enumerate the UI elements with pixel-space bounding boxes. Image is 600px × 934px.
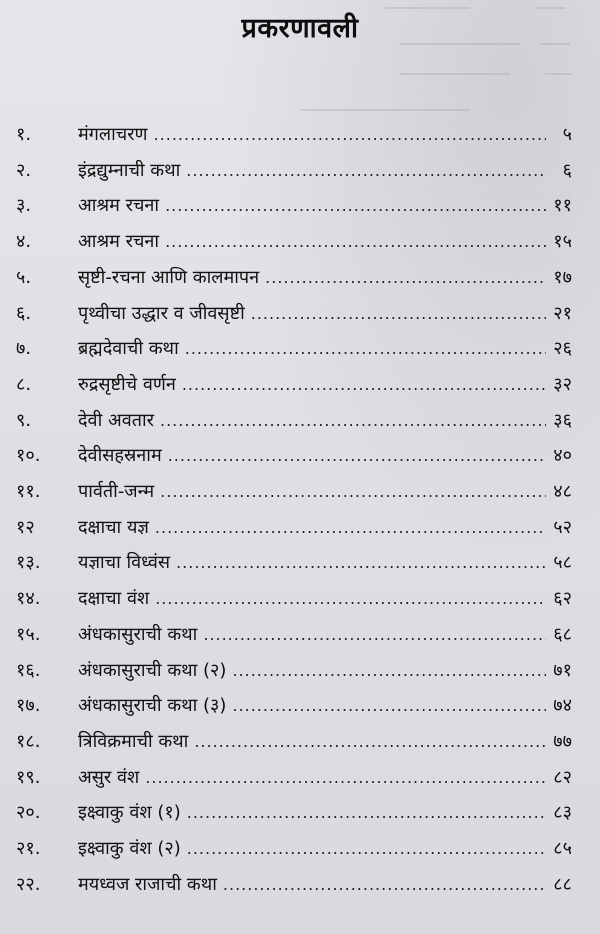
chapter-title: देवीसहस्रनाम: [78, 445, 162, 467]
toc-row: [0, 582, 600, 616]
dot-leader: [187, 803, 546, 822]
page-number: २१: [553, 302, 572, 324]
toc-row: [0, 297, 600, 331]
chapter-title: रुद्रसृष्टीचे वर्णन: [78, 373, 176, 395]
page-number: ७४: [553, 695, 572, 717]
page-number: ७१: [553, 659, 572, 681]
chapter-number: १.: [16, 124, 32, 145]
page-number: ८३: [553, 802, 572, 824]
dot-leader: [168, 446, 546, 465]
dot-leader: [194, 732, 546, 751]
dot-leader: [232, 661, 546, 680]
toc-entry: [78, 372, 572, 396]
dot-leader: [223, 875, 546, 894]
page-number: २६: [553, 338, 572, 360]
toc-row: [0, 404, 600, 438]
toc-entry: [78, 443, 572, 467]
chapter-title: अंधकासुराची कथा (२): [78, 659, 227, 681]
dot-leader: [185, 339, 546, 358]
toc-entry: [78, 800, 572, 824]
toc-entry: [78, 229, 572, 253]
page-number: ८२: [553, 766, 572, 788]
toc-row: [0, 832, 600, 866]
chapter-number: १२: [16, 516, 35, 538]
chapter-title: आश्रम रचना: [78, 231, 160, 253]
page-number: ६२: [553, 588, 572, 610]
dot-leader: [160, 411, 546, 430]
dot-leader: [154, 125, 546, 144]
toc-row: [0, 225, 600, 259]
toc-row: [0, 868, 600, 902]
page-number: ५८: [553, 552, 572, 574]
toc-entry: [78, 336, 572, 360]
dot-leader: [251, 304, 546, 323]
toc-entry: [78, 408, 572, 432]
chapter-title: पृथ्वीचा उद्धार व जीवसृष्टी: [78, 302, 245, 324]
chapter-title: असुर वंश: [78, 766, 140, 788]
page-number: ११: [553, 195, 572, 217]
toc-entry: [78, 301, 572, 325]
toc-row: [0, 618, 600, 652]
chapter-title: अंधकासुराची कथा (३): [78, 695, 227, 717]
page-number: ७७: [553, 730, 572, 752]
dot-leader: [182, 375, 546, 394]
chapter-number: २१.: [16, 838, 41, 859]
chapter-number: १९.: [16, 766, 41, 788]
page-number: ३२: [553, 373, 572, 395]
chapter-title: मयध्वज राजाची कथा: [78, 873, 217, 895]
toc-row: [0, 368, 600, 402]
toc-entry: [78, 265, 572, 289]
page-number: ६८: [553, 623, 572, 645]
page-number: १७: [553, 266, 572, 288]
toc-entry: [78, 729, 572, 753]
toc-row: [0, 475, 600, 509]
page-number: ८५: [553, 838, 572, 859]
chapter-number: ३.: [16, 195, 32, 217]
toc-row: [0, 796, 600, 830]
dot-leader: [186, 161, 546, 180]
chapter-title: देवी अवतार: [78, 409, 154, 431]
dot-leader: [187, 839, 546, 858]
page-number: ५२: [553, 516, 572, 538]
dot-leader: [203, 625, 546, 644]
dot-leader: [155, 518, 546, 537]
toc-entry: [78, 479, 572, 503]
toc-entry: [78, 658, 572, 682]
toc-entry: [78, 693, 572, 717]
toc-row: [0, 118, 600, 152]
chapter-number: १४.: [16, 588, 41, 610]
chapter-title: अंधकासुराची कथा: [78, 623, 198, 645]
dot-leader: [176, 553, 546, 572]
chapter-title: इंद्रद्युम्नाची कथा: [78, 159, 181, 181]
dot-leader: [165, 196, 546, 215]
chapter-title: त्रिविक्रमाची कथा: [78, 730, 189, 752]
toc-entry: [78, 586, 572, 610]
chapter-number: १०.: [16, 445, 41, 467]
chapter-number: २०.: [16, 802, 41, 824]
toc-row: [0, 761, 600, 795]
chapter-number: २.: [16, 159, 32, 181]
dot-leader: [232, 696, 546, 715]
chapter-number: ७.: [16, 338, 32, 360]
chapter-title: आश्रम रचना: [78, 195, 160, 217]
page-number: ४८: [553, 481, 572, 502]
chapter-number: ९.: [16, 409, 32, 431]
toc-row: [0, 439, 600, 473]
toc-row: [0, 154, 600, 188]
chapter-title: इक्ष्वाकु वंश (१): [78, 802, 181, 824]
toc-row: [0, 546, 600, 580]
toc-row: [0, 654, 600, 688]
chapter-number: ८.: [16, 373, 32, 395]
dot-leader: [145, 768, 546, 787]
toc-entry: [78, 122, 572, 146]
dot-leader: [155, 589, 546, 608]
toc-entry: [78, 622, 572, 646]
chapter-number: १३.: [16, 552, 41, 574]
toc-entry: [78, 836, 572, 860]
chapter-number: ४.: [16, 231, 32, 253]
toc-entry: [78, 158, 572, 182]
toc-row: [0, 189, 600, 223]
page-number: ५: [562, 124, 572, 145]
chapter-title: दक्षाचा यज्ञ: [78, 516, 149, 538]
toc-entry: [78, 550, 572, 574]
chapter-title: ब्रह्मदेवाची कथा: [78, 338, 179, 360]
chapter-title: यज्ञाचा विध्वंस: [78, 552, 171, 574]
page-number: ६: [562, 159, 572, 181]
dot-leader: [265, 268, 546, 287]
toc-row: [0, 725, 600, 759]
chapter-title: मंगलाचरण: [78, 124, 148, 145]
chapter-title: सृष्टी-रचना आणि कालमापन: [78, 266, 260, 288]
toc-entry: [78, 872, 572, 896]
toc-row: [0, 511, 600, 545]
chapter-number: २२.: [16, 873, 41, 895]
toc-entry: [78, 515, 572, 539]
dot-leader: [160, 482, 546, 501]
dot-leader: [165, 232, 546, 251]
page-number: ३६: [553, 409, 572, 431]
toc-entry: [78, 193, 572, 217]
chapter-number: १५.: [16, 623, 41, 645]
page-number: ४०: [553, 445, 572, 467]
toc-row: [0, 332, 600, 366]
toc-entry: [78, 765, 572, 789]
toc-row: [0, 689, 600, 723]
chapter-number: १६.: [16, 659, 41, 681]
chapter-title: दक्षाचा वंश: [78, 588, 150, 610]
chapter-number: ११.: [16, 481, 41, 502]
chapter-number: ६.: [16, 302, 32, 324]
chapter-number: ५.: [16, 266, 32, 288]
chapter-number: १८.: [16, 730, 41, 752]
toc-row: [0, 261, 600, 295]
chapter-title: पार्वती-जन्म: [78, 481, 155, 502]
page-number: ८८: [553, 873, 572, 895]
page-title: प्रकरणावली: [241, 13, 359, 44]
chapter-number: १७.: [16, 695, 41, 717]
chapter-title: इक्ष्वाकु वंश (२): [78, 838, 181, 859]
page-number: १५: [553, 231, 572, 253]
